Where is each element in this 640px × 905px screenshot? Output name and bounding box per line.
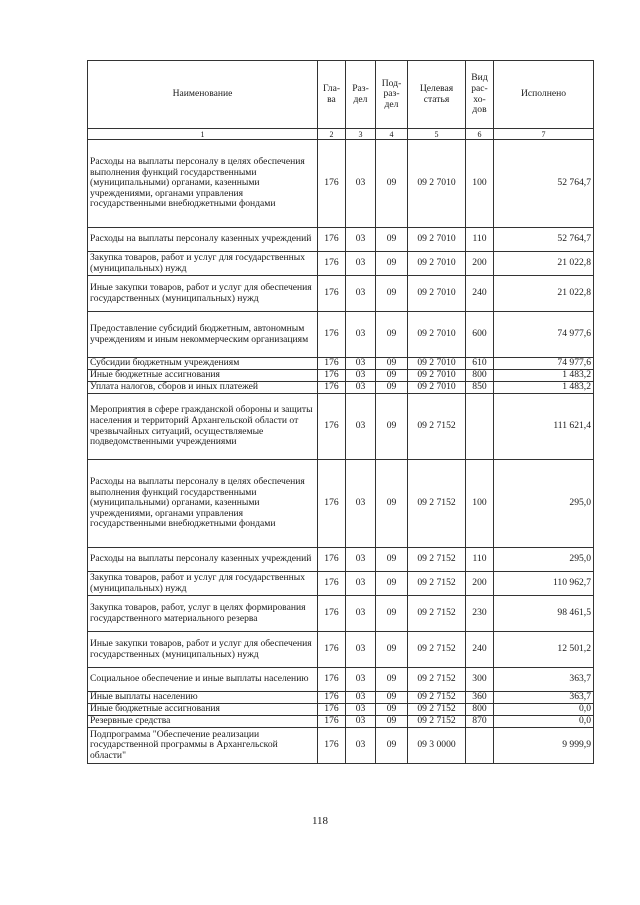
row-podrazdel: 09	[376, 596, 408, 632]
row-name: Расходы на выплаты персоналу в целях обеспечения выполнения функций государственными (муниципальными) органами, казенными учреждениями, органами управления государственными внебюджетными фондами	[88, 460, 318, 548]
row-podrazdel: 09	[376, 668, 408, 692]
row-razdel: 03	[346, 276, 376, 312]
row-name: Субсидии бюджетным учреждениям	[88, 358, 318, 370]
row-podrazdel: 09	[376, 252, 408, 276]
row-amount: 295,0	[494, 460, 594, 548]
row-razdel: 03	[346, 358, 376, 370]
row-amount: 21 022,8	[494, 252, 594, 276]
row-glava: 176	[318, 460, 346, 548]
table-row	[88, 394, 594, 460]
row-target-article: 09 2 7152	[408, 704, 466, 716]
row-glava: 176	[318, 382, 346, 394]
row-razdel: 03	[346, 704, 376, 716]
row-razdel: 03	[346, 312, 376, 358]
table-row	[88, 548, 594, 572]
column-number: 4	[376, 129, 408, 140]
row-expense-type: 800	[466, 370, 494, 382]
row-name: Мероприятия в сфере гражданской обороны и защиты населения и территорий Архангельской области от чрезвычайных ситуаций, осуществляемые подведомственными учреждениями	[88, 394, 318, 460]
column-number: 6	[466, 129, 494, 140]
row-glava: 176	[318, 312, 346, 358]
row-glava: 176	[318, 704, 346, 716]
row-amount: 21 022,8	[494, 276, 594, 312]
row-razdel: 03	[346, 548, 376, 572]
row-glava: 176	[318, 728, 346, 764]
row-razdel: 03	[346, 632, 376, 668]
row-name: Расходы на выплаты персоналу казенных учреждений	[88, 228, 318, 252]
column-number: 2	[318, 129, 346, 140]
row-podrazdel: 09	[376, 572, 408, 596]
row-podrazdel: 09	[376, 370, 408, 382]
table-row	[88, 716, 594, 728]
row-expense-type: 610	[466, 358, 494, 370]
row-expense-type: 240	[466, 632, 494, 668]
row-amount: 1 483,2	[494, 370, 594, 382]
column-number: 1	[88, 129, 318, 140]
row-podrazdel: 09	[376, 140, 408, 228]
row-name: Предоставление субсидий бюджетным, автономным учреждениям и иным некоммерческим организациям	[88, 312, 318, 358]
row-amount: 111 621,4	[494, 394, 594, 460]
row-amount: 9 999,9	[494, 728, 594, 764]
row-razdel: 03	[346, 252, 376, 276]
row-name: Закупка товаров, работ и услуг для государственных (муниципальных) нужд	[88, 252, 318, 276]
row-target-article: 09 2 7010	[408, 312, 466, 358]
row-name: Расходы на выплаты персоналу в целях обеспечения выполнения функций государственными (муниципальными) органами, казенными учреждениями, органами управления государственными внебюджетными фондами	[88, 140, 318, 228]
row-name: Иные бюджетные ассигнования	[88, 704, 318, 716]
header-executed: Исполнено	[494, 61, 594, 129]
row-glava: 176	[318, 668, 346, 692]
header-row	[88, 61, 594, 129]
table-body	[88, 140, 594, 764]
table-row	[88, 312, 594, 358]
header-expense-type: Вид рас- хо- дов	[466, 61, 494, 129]
row-name: Подпрограмма "Обеспечение реализации государственной программы в Архангельской области"	[88, 728, 318, 764]
row-podrazdel: 09	[376, 728, 408, 764]
row-expense-type: 100	[466, 140, 494, 228]
row-expense-type: 600	[466, 312, 494, 358]
row-name: Иные бюджетные ассигнования	[88, 370, 318, 382]
row-name: Иные закупки товаров, работ и услуг для обеспечения государственных (муниципальных) нужд	[88, 632, 318, 668]
row-expense-type	[466, 394, 494, 460]
row-target-article: 09 2 7010	[408, 140, 466, 228]
row-podrazdel: 09	[376, 460, 408, 548]
row-glava: 176	[318, 140, 346, 228]
row-target-article: 09 2 7010	[408, 252, 466, 276]
row-name: Резервные средства	[88, 716, 318, 728]
row-podrazdel: 09	[376, 358, 408, 370]
row-glava: 176	[318, 370, 346, 382]
row-podrazdel: 09	[376, 312, 408, 358]
table-row	[88, 704, 594, 716]
row-amount: 1 483,2	[494, 382, 594, 394]
row-expense-type: 360	[466, 692, 494, 704]
row-amount: 12 501,2	[494, 632, 594, 668]
row-amount: 98 461,5	[494, 596, 594, 632]
row-glava: 176	[318, 632, 346, 668]
row-podrazdel: 09	[376, 692, 408, 704]
row-amount: 363,7	[494, 668, 594, 692]
row-name: Расходы на выплаты персоналу казенных учреждений	[88, 548, 318, 572]
row-target-article: 09 2 7152	[408, 596, 466, 632]
row-razdel: 03	[346, 716, 376, 728]
row-target-article: 09 3 0000	[408, 728, 466, 764]
table-row	[88, 728, 594, 764]
row-amount: 363,7	[494, 692, 594, 704]
row-expense-type	[466, 728, 494, 764]
row-name: Закупка товаров, работ, услуг в целях формирования государственного материального резерва	[88, 596, 318, 632]
row-razdel: 03	[346, 596, 376, 632]
table-row	[88, 668, 594, 692]
row-name: Иные выплаты населению	[88, 692, 318, 704]
row-target-article: 09 2 7152	[408, 572, 466, 596]
page-number: 118	[311, 815, 329, 827]
row-glava: 176	[318, 394, 346, 460]
table-row	[88, 460, 594, 548]
row-amount: 110 962,7	[494, 572, 594, 596]
row-razdel: 03	[346, 394, 376, 460]
column-number: 3	[346, 129, 376, 140]
row-glava: 176	[318, 716, 346, 728]
row-expense-type: 800	[466, 704, 494, 716]
row-razdel: 03	[346, 140, 376, 228]
row-razdel: 03	[346, 370, 376, 382]
table-row	[88, 692, 594, 704]
row-expense-type: 100	[466, 460, 494, 548]
row-target-article: 09 2 7152	[408, 460, 466, 548]
row-glava: 176	[318, 228, 346, 252]
row-glava: 176	[318, 276, 346, 312]
row-amount: 0,0	[494, 704, 594, 716]
row-glava: 176	[318, 252, 346, 276]
row-name: Социальное обеспечение и иные выплаты населению	[88, 668, 318, 692]
row-amount: 74 977,6	[494, 312, 594, 358]
row-razdel: 03	[346, 728, 376, 764]
row-expense-type: 240	[466, 276, 494, 312]
table-row	[88, 596, 594, 632]
row-razdel: 03	[346, 572, 376, 596]
row-expense-type: 110	[466, 228, 494, 252]
row-target-article: 09 2 7152	[408, 668, 466, 692]
row-amount: 295,0	[494, 548, 594, 572]
row-podrazdel: 09	[376, 704, 408, 716]
header-glava: Гла- ва	[318, 61, 346, 129]
column-number: 5	[408, 129, 466, 140]
table-row	[88, 358, 594, 370]
row-target-article: 09 2 7010	[408, 228, 466, 252]
row-glava: 176	[318, 692, 346, 704]
table-row	[88, 370, 594, 382]
row-expense-type: 870	[466, 716, 494, 728]
table-row	[88, 228, 594, 252]
row-target-article: 09 2 7152	[408, 716, 466, 728]
row-target-article: 09 2 7010	[408, 358, 466, 370]
row-amount: 52 764,7	[494, 140, 594, 228]
column-number: 7	[494, 129, 594, 140]
row-glava: 176	[318, 596, 346, 632]
row-expense-type: 850	[466, 382, 494, 394]
row-target-article: 09 2 7010	[408, 370, 466, 382]
header-podrazdel: Под- раз- дел	[376, 61, 408, 129]
row-podrazdel: 09	[376, 382, 408, 394]
row-glava: 176	[318, 548, 346, 572]
row-podrazdel: 09	[376, 394, 408, 460]
row-razdel: 03	[346, 382, 376, 394]
row-razdel: 03	[346, 668, 376, 692]
row-expense-type: 230	[466, 596, 494, 632]
row-target-article: 09 2 7010	[408, 382, 466, 394]
row-razdel: 03	[346, 228, 376, 252]
table-row	[88, 572, 594, 596]
row-expense-type: 110	[466, 548, 494, 572]
row-podrazdel: 09	[376, 276, 408, 312]
row-glava: 176	[318, 572, 346, 596]
table-row	[88, 276, 594, 312]
row-expense-type: 300	[466, 668, 494, 692]
row-glava: 176	[318, 358, 346, 370]
row-expense-type: 200	[466, 252, 494, 276]
row-target-article: 09 2 7152	[408, 394, 466, 460]
row-razdel: 03	[346, 692, 376, 704]
row-razdel: 03	[346, 460, 376, 548]
row-amount: 74 977,6	[494, 358, 594, 370]
row-target-article: 09 2 7010	[408, 276, 466, 312]
budget-table	[87, 60, 594, 764]
row-podrazdel: 09	[376, 548, 408, 572]
row-name: Уплата налогов, сборов и иных платежей	[88, 382, 318, 394]
table-row	[88, 632, 594, 668]
row-podrazdel: 09	[376, 716, 408, 728]
table-row	[88, 140, 594, 228]
row-name: Иные закупки товаров, работ и услуг для обеспечения государственных (муниципальных) нужд	[88, 276, 318, 312]
row-target-article: 09 2 7152	[408, 632, 466, 668]
header-target-article: Целевая статья	[408, 61, 466, 129]
column-number-row	[88, 129, 594, 140]
table-row	[88, 382, 594, 394]
table-row	[88, 252, 594, 276]
row-name: Закупка товаров, работ и услуг для государственных (муниципальных) нужд	[88, 572, 318, 596]
row-podrazdel: 09	[376, 228, 408, 252]
row-amount: 0,0	[494, 716, 594, 728]
row-podrazdel: 09	[376, 632, 408, 668]
row-target-article: 09 2 7152	[408, 692, 466, 704]
row-expense-type: 200	[466, 572, 494, 596]
header-razdel: Раз- дел	[346, 61, 376, 129]
row-amount: 52 764,7	[494, 228, 594, 252]
header-name: Наименование	[88, 61, 318, 129]
row-target-article: 09 2 7152	[408, 548, 466, 572]
